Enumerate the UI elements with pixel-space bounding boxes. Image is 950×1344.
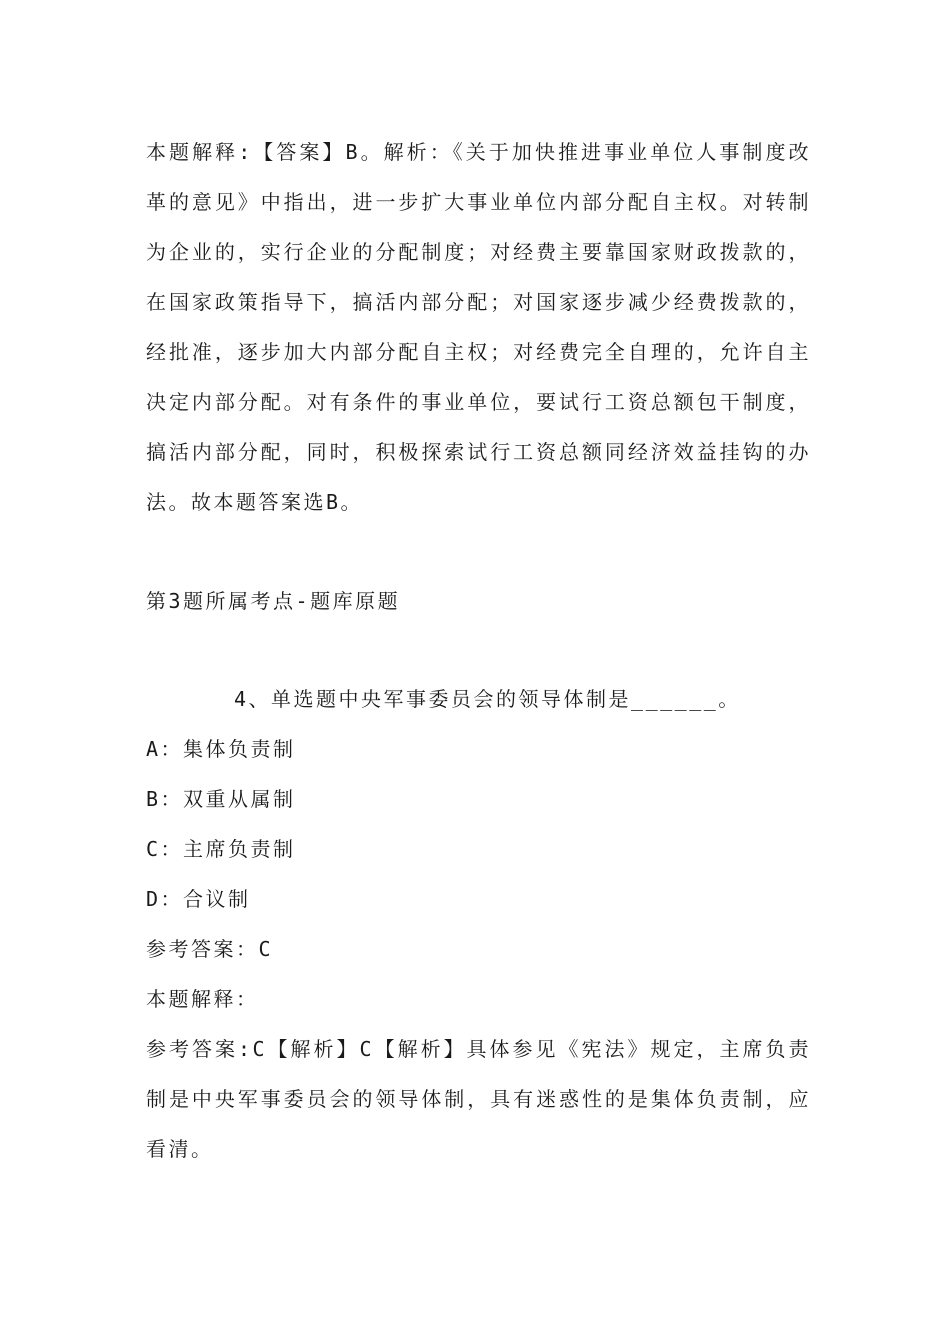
option-c: C：主席负责制 <box>146 837 296 861</box>
question-explanation: 参考答案:C【解析】C【解析】具体参见《宪法》规定，主席负责制是中央军事委员会的领导体制，具有迷惑性的是集体负责制，应看清。 <box>146 1037 811 1161</box>
question-block <box>146 674 811 1174</box>
explanation-label: 本题解释： <box>146 987 259 1011</box>
option-a: A：集体负责制 <box>146 737 296 761</box>
section-note-block <box>146 576 811 626</box>
question-stem: 4、单选题中央军事委员会的领导体制是______。 <box>234 687 741 711</box>
reference-answer: 参考答案：C <box>146 937 274 961</box>
option-b: B：双重从属制 <box>146 787 296 811</box>
previous-explanation-text: 本题解释:【答案】B。解析：《关于加快推进事业单位人事制度改革的意见》中指出，进一步扩大事业单位内部分配自主权。对转制为企业的，实行企业的分配制度；对经费主要靠国家财政拨款的，在国家政策指导下，搞活内部分配；对国家逐步减少经费拨款的，经批准，逐步加大内部分配自主权；对经费完全自理的，允许自主决定内部分配。对有条件的事业单位，要试行工资总额包干制度，搞活内部分配，同时，积极探索试行工资总额同经济效益挂钩的办法。故本题答案选B。 <box>146 140 811 514</box>
option-d: D：合议制 <box>146 887 251 911</box>
previous-explanation <box>146 127 811 527</box>
section-note: 第3题所属考点-题库原题 <box>146 589 401 613</box>
